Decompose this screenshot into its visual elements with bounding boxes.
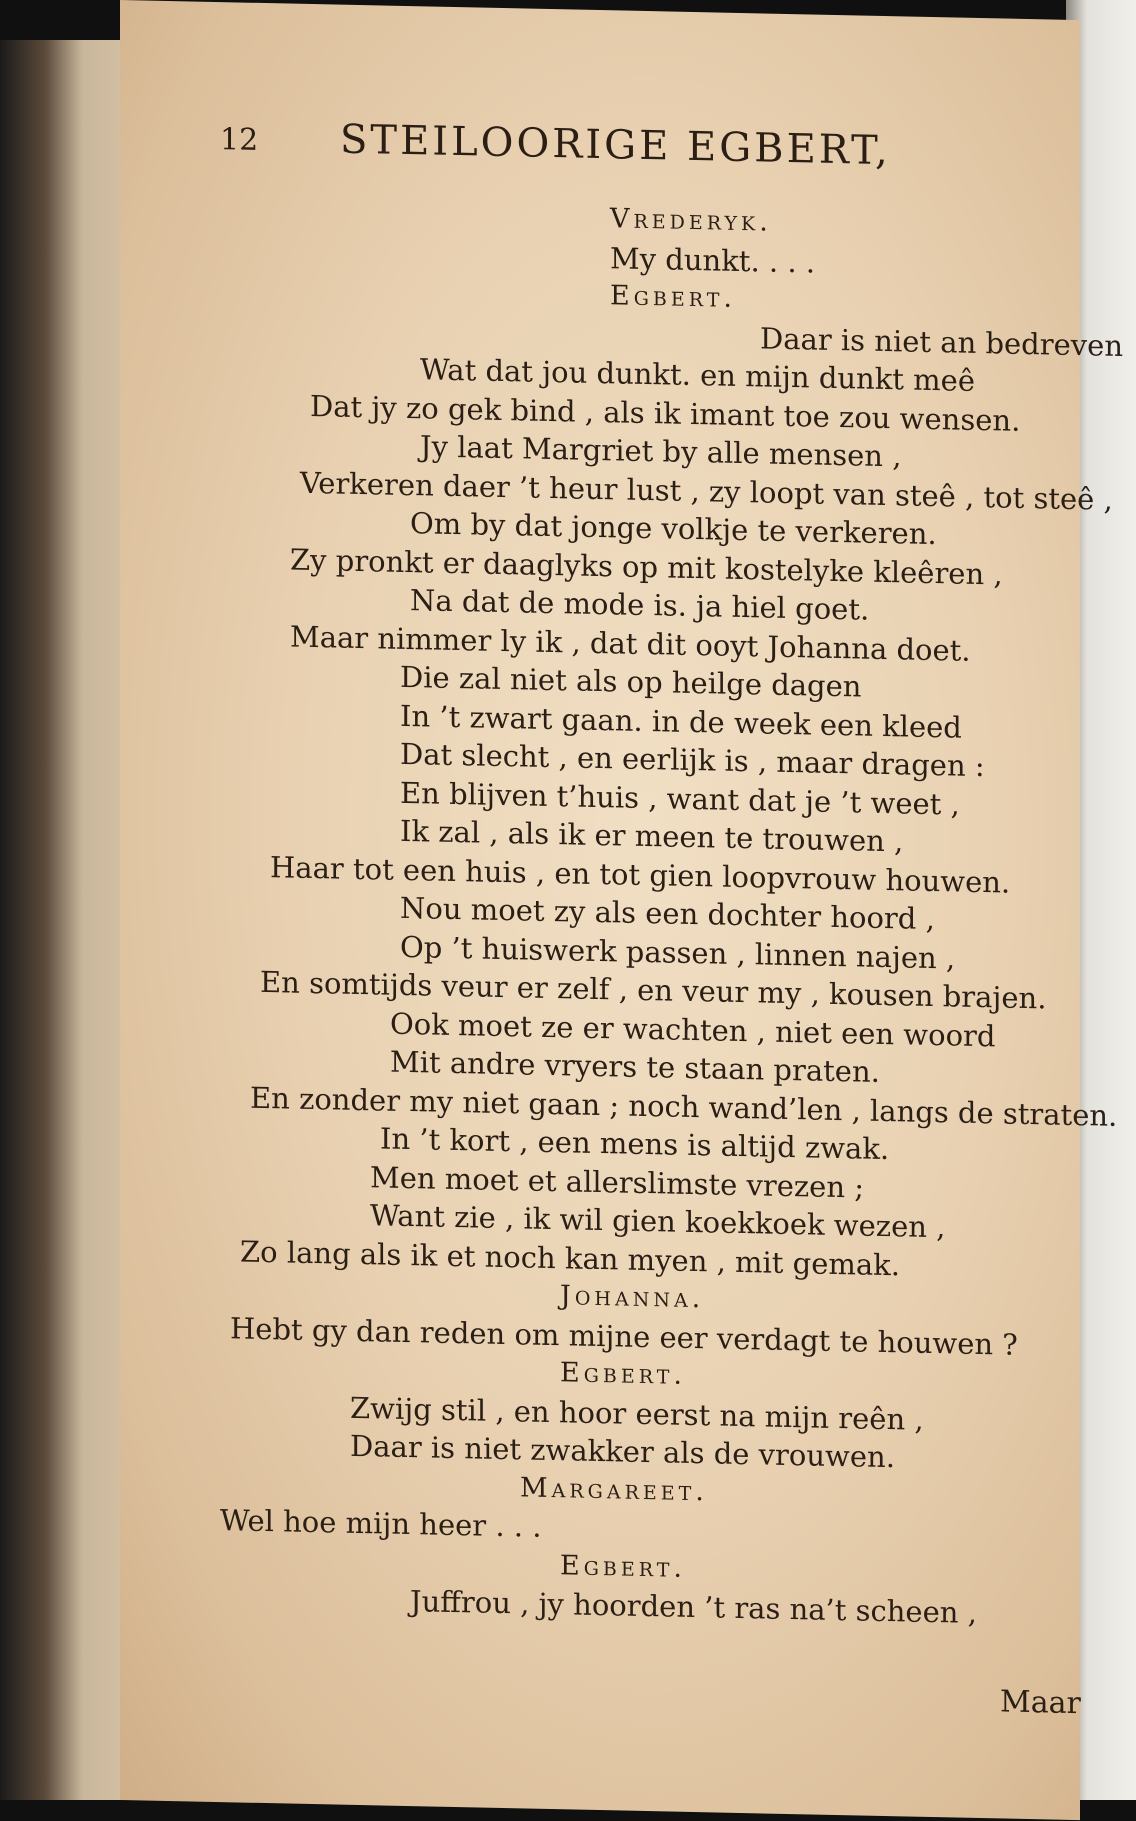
verse-line: Maar nimmer ly ik , dat dit ooyt Johanna doet. <box>290 619 971 668</box>
verse-line: En somtijds veur er zelf , en veur my , kousen brajen. <box>260 964 1047 1016</box>
verse-line: Hebt gy dan reden om mijne eer verdagt te houwen ? <box>230 1310 1018 1362</box>
verse-line: Men moet et allerslimste vrezen ; <box>370 1159 865 1205</box>
verse-line: En blijven t’huis , want dat je ’t weet , <box>400 775 960 822</box>
verse-line: My dunkt. . . . <box>610 240 815 280</box>
page-content <box>220 116 1123 1630</box>
verse-line: In ’t kort , een mens is altijd zwak. <box>380 1121 890 1167</box>
catchword: Maar <box>1000 1684 1081 1722</box>
verse-line: Daar is niet an bedreven <box>760 320 1123 363</box>
verse-line: Jy laat Margriet by alle mensen , <box>420 429 902 474</box>
running-head: STEILOORIGE EGBERT, <box>340 116 891 175</box>
speaker-name: Egbert. <box>610 280 736 314</box>
verse-line: Zy pronkt er daaglyks op mit kostelyke kleêren , <box>290 542 1003 591</box>
page-number: 12 <box>220 122 259 158</box>
verse-line: Ook moet ze er wachten , niet een woord <box>390 1006 996 1053</box>
verse-line: Mit andre vryers te staan praten. <box>390 1044 880 1089</box>
verse-line: Zwijg stil , en hoor eerst na mijn reên , <box>350 1390 924 1437</box>
verse-line: Na dat de mode is. ja hiel goet. <box>410 583 870 627</box>
speaker-name: Vrederyk. <box>610 203 772 238</box>
verse-line: En zonder my niet gaan ; noch wand’len , langs de straten. <box>250 1080 1118 1133</box>
book-page <box>120 0 1123 1820</box>
verse-line: Verkeren daer ’t heur lust , zy loopt van steê , tot steê , <box>300 465 1113 517</box>
verse-line: Wel hoe mijn heer . . . <box>220 1503 542 1544</box>
speaker-name: Egbert. <box>560 1549 686 1584</box>
verse-line: Nou moet zy als een dochter hoord , <box>400 890 935 937</box>
verse-line: Ik zal , als ik er meen te trouwen , <box>400 813 904 859</box>
speaker-name: Johanna. <box>560 1280 705 1315</box>
verse-line: Daar is niet zwakker als de vrouwen. <box>350 1428 895 1475</box>
verse-line: In ’t zwart gaan. in de week een kleed <box>400 698 962 745</box>
verse-line: Want zie , ik wil gien koekkoek wezen , <box>370 1198 946 1245</box>
speaker-name: Margareet. <box>520 1471 708 1507</box>
verse-line: Zo lang als ik et noch kan myen , mit gemak. <box>240 1234 900 1282</box>
verse-line: Om by dat jonge volkje te verkeren. <box>410 506 937 552</box>
speaker-name: Egbert. <box>560 1357 686 1391</box>
verse-line: Juffrou , jy hoorden ’t ras na’t scheen , <box>410 1584 977 1630</box>
verse-line: Haar tot een huis , en tot gien loopvrouw houwen. <box>270 849 1011 900</box>
verse-text <box>220 192 1123 1635</box>
verse-line: Dat jy zo gek bind , als ik imant toe zou wensen. <box>310 388 1021 438</box>
verse-line: Wat dat jou dunkt. en mijn dunkt meê <box>420 352 976 398</box>
verse-line: Op ’t huiswerk passen , linnen najen , <box>400 929 956 975</box>
verse-line: Dat slecht , en eerlijk is , maar dragen : <box>400 736 985 784</box>
verse-line: Die zal niet als op heilge dagen <box>400 659 862 704</box>
